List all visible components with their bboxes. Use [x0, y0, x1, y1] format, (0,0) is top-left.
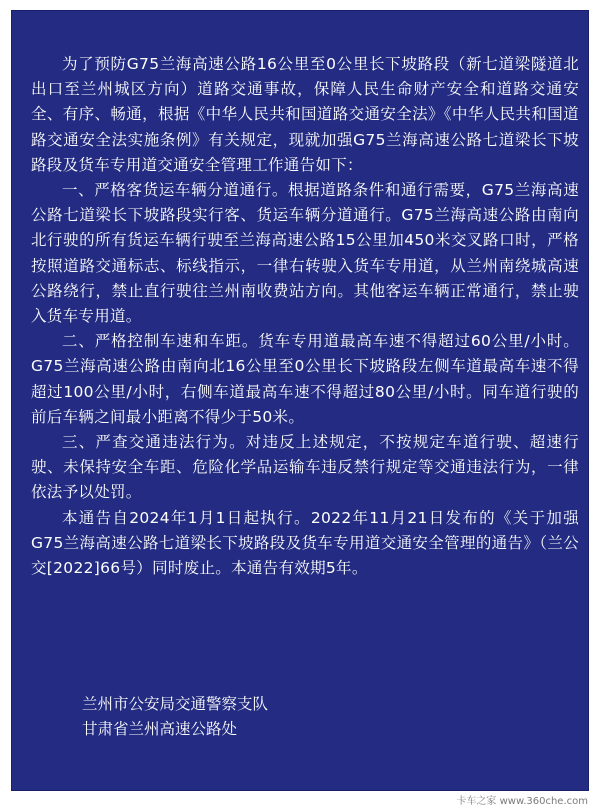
effective-date-paragraph: 本通告自2024年1月1日起执行。2022年11月21日发布的《关于加强G75兰海高速公路七道梁长下坡路段及货车专用道交通安全管理的通告》（兰公交[2022]66号）同时废止。本通告有效期5年。 [31, 508, 579, 578]
notice-body [31, 52, 579, 581]
signature-highway-office: 甘肃省兰州高速公路处 [82, 720, 238, 738]
notice-panel [11, 10, 589, 791]
signature-block [82, 692, 268, 742]
signature-traffic-police: 兰州市公安局交通警察支队 [82, 695, 269, 713]
item-1-paragraph: 一、严格客货运车辆分道通行。根据道路条件和通行需要，G75兰海高速公路七道梁长下坡路段实行客、货运车辆分道通行。G75兰海高速公路由南向北行驶的所有货运车辆行驶至兰海高速公路15公里加450米交叉路口时，严格按照道路交通标志、标线指示，一律右转驶入货车专用道，从兰州南绕城高速公路绕行，禁止直行驶往兰州南收费站方向。其他客运车辆正常通行，禁止驶入货车专用道。 [31, 181, 579, 326]
intro-paragraph: 为了预防G75兰海高速公路16公里至0公里长下坡路段（新七道梁隧道北出口至兰州城区方向）道路交通事故，保障人民生命财产安全和道路交通安全、有序、畅通，根据《中华人民共和国道路交通安全法》《中华人民共和国道路交通安全法实施条例》有关规定，现就加强G75兰海高速公路七道梁长下坡路段及货车专用道交通安全管理工作通告如下： [31, 55, 579, 174]
item-2-paragraph: 二、严格控制车速和车距。货车专用道最高车速不得超过60公里/小时。G75兰海高速公路由南向北16公里至0公里长下坡路段左侧车道最高车速不得超过100公里/小时，右侧车道最高车速不得超过80公里/小时。同车道行驶的前后车辆之间最小距离不得少于50米。 [31, 332, 579, 426]
item-3-paragraph: 三、严查交通违法行为。对违反上述规定，不按规定车道行驶、超速行驶、未保持安全车距、危险化学品运输车违反禁行规定等交通违法行为，一律依法予以处罚。 [31, 433, 579, 502]
watermark-text: 卡车之家 www.360che.com [456, 796, 588, 807]
